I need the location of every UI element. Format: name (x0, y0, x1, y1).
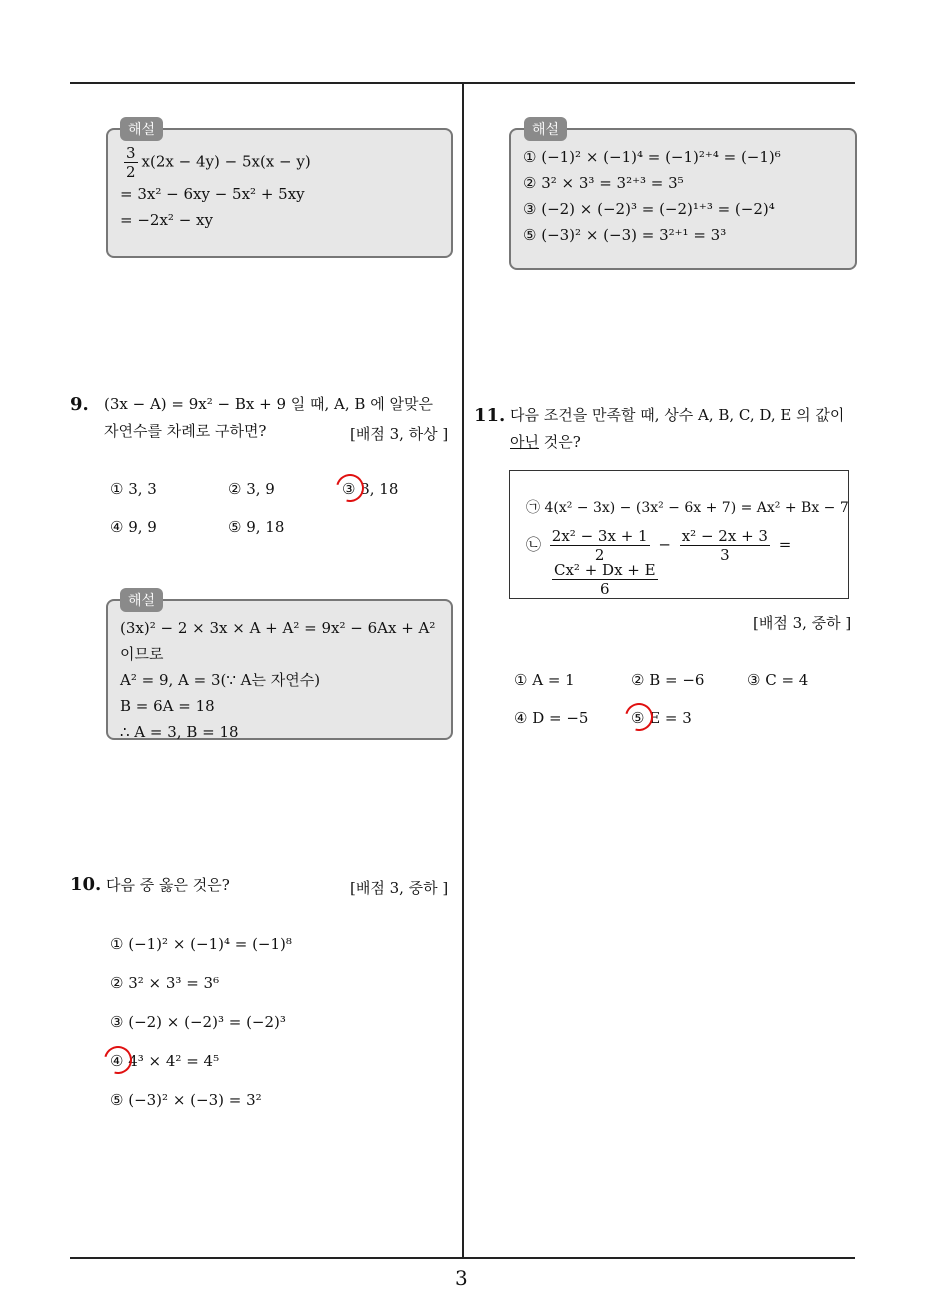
q10-option-4[interactable]: ④ 4³ × 4² = 4⁵ (110, 1052, 220, 1070)
condition-box (509, 470, 849, 599)
question-10-number: 10. (70, 874, 102, 895)
question-9-number: 9. (70, 394, 89, 415)
solution-line-1: $\frac{3}{2}$ x(2x − 4y) − 5x(x − y) (126, 144, 311, 181)
answer-mark-circle (620, 698, 658, 736)
question-10-text: 다음 중 옳은 것은? (106, 876, 230, 894)
solution-tag: 해설 (120, 117, 163, 141)
solution-line: ② 3² × 3³ = 3²⁺³ = 3⁵ (523, 174, 684, 192)
question-11-line-2: 아닌 것은? (510, 433, 581, 451)
question-10-score: [배점 3, 중하 ] (350, 879, 449, 897)
q11-option-2[interactable]: ② B = −6 (631, 671, 705, 689)
q11-option-4[interactable]: ④ D = −5 (514, 709, 589, 727)
solution-line: ∴ A = 3, B = 18 (120, 723, 239, 741)
condition-1: ㉠ 4(x² − 3x) − (3x² − 6x + 7) = Ax² + Bx − 7 (526, 500, 849, 516)
question-11-number: 11. (474, 405, 506, 426)
solution-line: ① (−1)² × (−1)⁴ = (−1)²⁺⁴ = (−1)⁶ (523, 148, 781, 166)
question-9-score: [배점 3, 하상 ] (350, 425, 449, 443)
solution-box-prev-left (106, 128, 453, 258)
question-9-line-2: 자연수를 차례로 구하면? (104, 422, 267, 440)
solution-line: (3x)² − 2 × 3x × A + A² = 9x² − 6Ax + A² 이므로 (120, 619, 436, 663)
question-11-line-1: 다음 조건을 만족할 때, 상수 A, B, C, D, E 의 값이 (510, 406, 845, 424)
q10-option-2[interactable]: ② 3² × 3³ = 3⁶ (110, 974, 220, 992)
solution-line: B = 6A = 18 (120, 697, 215, 715)
q11-option-3[interactable]: ③ C = 4 (747, 671, 809, 689)
underlined-word: 아닌 (510, 433, 539, 451)
q9-option-5[interactable]: ⑤ 9, 18 (228, 518, 285, 536)
solution-line-3: = −2x² − xy (120, 211, 213, 229)
q9-option-2[interactable]: ② 3, 9 (228, 480, 275, 498)
column-divider (462, 84, 464, 1258)
q11-option-1[interactable]: ① A = 1 (514, 671, 575, 689)
q9-option-4[interactable]: ④ 9, 9 (110, 518, 157, 536)
q10-option-3[interactable]: ③ (−2) × (−2)³ = (−2)³ (110, 1013, 286, 1031)
solution-line-2: = 3x² − 6xy − 5x² + 5xy (120, 185, 305, 203)
q9-option-1[interactable]: ① 3, 3 (110, 480, 157, 498)
question-11-score: [배점 3, 중하 ] (753, 614, 852, 632)
solution-line: A² = 9, A = 3(∵ A는 자연수) (120, 671, 321, 689)
bottom-rule (70, 1257, 855, 1259)
page-number: 3 (455, 1266, 468, 1290)
solution-line: ③ (−2) × (−2)³ = (−2)¹⁺³ = (−2)⁴ (523, 200, 775, 218)
solution-box-q9 (106, 599, 453, 740)
condition-2: ㉡ $\frac{\text{2x² − 3x + 1}}{2}$ − $\frac{\text{x² − 2x + 3}}{3}$ = (526, 527, 792, 564)
solution-tag: 해설 (524, 117, 567, 141)
q10-option-1[interactable]: ① (−1)² × (−1)⁴ = (−1)⁸ (110, 935, 292, 953)
q10-option-5[interactable]: ⑤ (−3)² × (−3) = 3² (110, 1091, 262, 1109)
solution-line: ⑤ (−3)² × (−3) = 3²⁺¹ = 3³ (523, 226, 727, 244)
q9-option-3[interactable]: ③ 3, 18 (342, 480, 399, 498)
q11-option-5[interactable]: ⑤ E = 3 (631, 709, 692, 727)
answer-mark-circle (99, 1041, 137, 1079)
condition-2-rhs: $\frac{\text{Cx² + Dx + E}}{6}$ (554, 561, 656, 598)
solution-box-prev-right (509, 128, 857, 270)
solution-tag: 해설 (120, 588, 163, 612)
answer-mark-circle (331, 469, 369, 507)
question-9-line-1: (3x − A) = 9x² − Bx + 9 일 때, A, B 에 알맞은 (104, 395, 433, 413)
